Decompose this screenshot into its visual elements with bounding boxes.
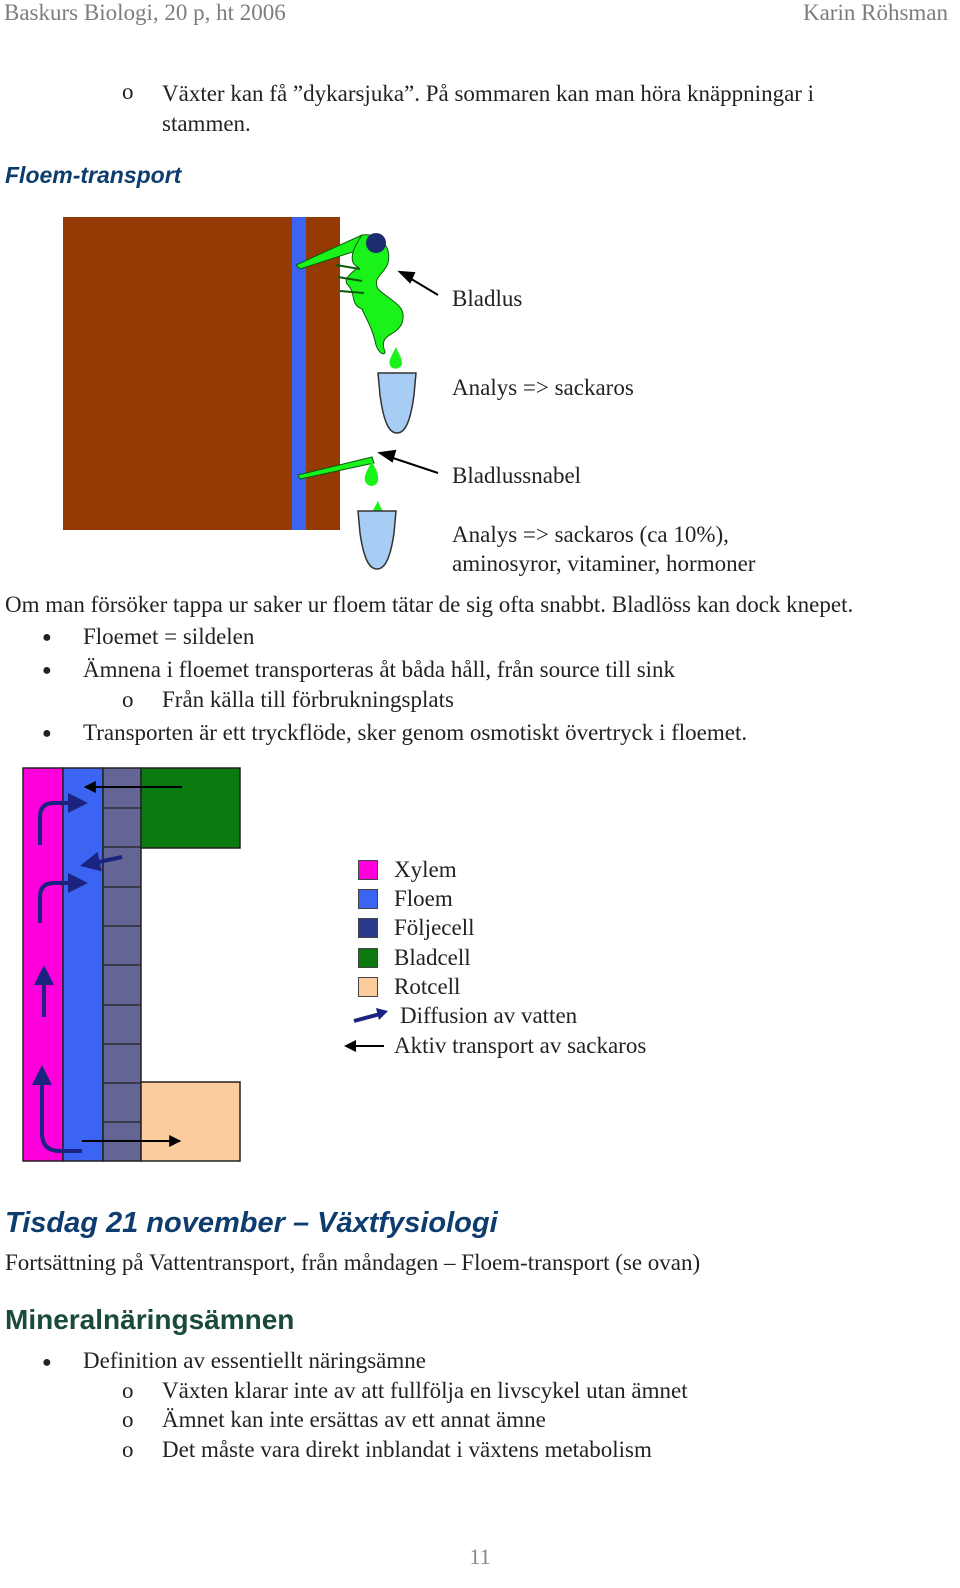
intro-line-1: Växter kan få ”dykarsjuka”. På sommaren kan man höra knäppningar i xyxy=(162,81,815,106)
legend-floem xyxy=(342,885,453,913)
label-analys-2-line-2: aminosyror, vitaminer, hormoner xyxy=(452,551,756,576)
tisdag-heading: Tisdag 21 november – Växtfysiologi xyxy=(5,1207,498,1239)
mineral-heading: Mineralnäringsämnen xyxy=(5,1304,295,1335)
pressure-flow-diagram xyxy=(0,765,300,1165)
blue-arrow-icon xyxy=(348,1006,392,1026)
paragraph-tapping: Om man försöker tappa ur saker ur floem tätar de sig ofta snabbt. Bladlöss kan dock knepet. xyxy=(5,592,854,617)
mineral-sub-1: Växten klarar inte av att fullfölja en livscykel utan ämnet xyxy=(162,1378,688,1403)
aphid-figure xyxy=(0,205,960,585)
bullet-marker-1: ● xyxy=(42,629,52,646)
phloem-column xyxy=(63,768,103,1161)
floem-swatch xyxy=(358,889,378,909)
diagram-legend xyxy=(342,856,762,1066)
bullet-marker-2: ● xyxy=(42,662,52,679)
foljecell-swatch xyxy=(358,918,378,938)
legend-label: Floem xyxy=(394,886,453,911)
bullet-floemet: Floemet = sildelen xyxy=(83,624,255,649)
sub-bullet-marker-1: o xyxy=(122,687,134,712)
mineral-sub-3: Det måste vara direkt inblandat i växtens metabolism xyxy=(162,1437,652,1462)
label-bladlussnabel: Bladlussnabel xyxy=(452,463,582,488)
sub-bullet-kalla: Från källa till förbrukningsplats xyxy=(162,687,454,712)
label-analys-2-line-1: Analys => sackaros (ca 10%), xyxy=(452,522,729,547)
legend-foljecell xyxy=(342,914,474,942)
collection-cup-1 xyxy=(378,373,416,433)
intro-line-2: stammen. xyxy=(162,111,251,136)
legend-rotcell xyxy=(342,973,460,1001)
black-arrow-icon xyxy=(342,1036,386,1056)
legend-label: Diffusion av vatten xyxy=(400,1003,578,1028)
collection-cup-2 xyxy=(358,511,396,569)
bladcell-swatch xyxy=(358,948,378,968)
mineral-sub-marker-2: o xyxy=(122,1407,134,1432)
bullet-marker-3: ● xyxy=(42,725,52,742)
bullet-amnena: Ämnena i floemet transporteras åt båda håll, från source till sink xyxy=(83,657,676,682)
bullet-transporten: Transporten är ett tryckflöde, sker genom osmotiskt övertryck i floemet. xyxy=(83,720,748,745)
legend-label: Aktiv transport av sackaros xyxy=(394,1033,647,1058)
floem-heading: Floem-transport xyxy=(5,162,182,188)
tisdag-text: Fortsättning på Vattentransport, från måndagen – Floem-transport (se ovan) xyxy=(5,1250,701,1275)
honeydew-drop-1 xyxy=(389,347,402,369)
root-cell xyxy=(141,1082,240,1161)
xylem-swatch xyxy=(358,860,378,880)
leaf-cell xyxy=(141,768,240,848)
legend-label: Rotcell xyxy=(394,974,461,999)
legend-label: Bladcell xyxy=(394,945,471,970)
mineral-sub-marker-1: o xyxy=(122,1378,134,1403)
mineral-sub-2: Ämnet kan inte ersättas av ett annat ämne xyxy=(162,1407,546,1432)
mineral-sub-marker-3: o xyxy=(122,1437,134,1462)
label-analys-1: Analys => sackaros xyxy=(452,375,634,400)
legend-xylem xyxy=(342,856,457,884)
legend-label: Xylem xyxy=(394,857,457,882)
mineral-bullet-definition: Definition av essentiellt näringsämne xyxy=(83,1348,426,1373)
legend-label: Följecell xyxy=(394,915,475,940)
label-bladlus: Bladlus xyxy=(452,286,523,311)
legend-active-transport xyxy=(342,1032,646,1060)
header-course: Baskurs Biologi, 20 p, ht 2006 xyxy=(4,0,286,25)
intro-marker: o xyxy=(122,79,134,104)
header-author: Karin Röhsman xyxy=(802,0,948,25)
legend-diffusion xyxy=(342,1002,577,1030)
mineral-bullet-marker: ● xyxy=(42,1354,52,1371)
rotcell-swatch xyxy=(358,977,378,997)
legend-bladcell xyxy=(342,944,471,972)
intro-text xyxy=(162,79,814,139)
page-number: 11 xyxy=(469,1544,491,1569)
